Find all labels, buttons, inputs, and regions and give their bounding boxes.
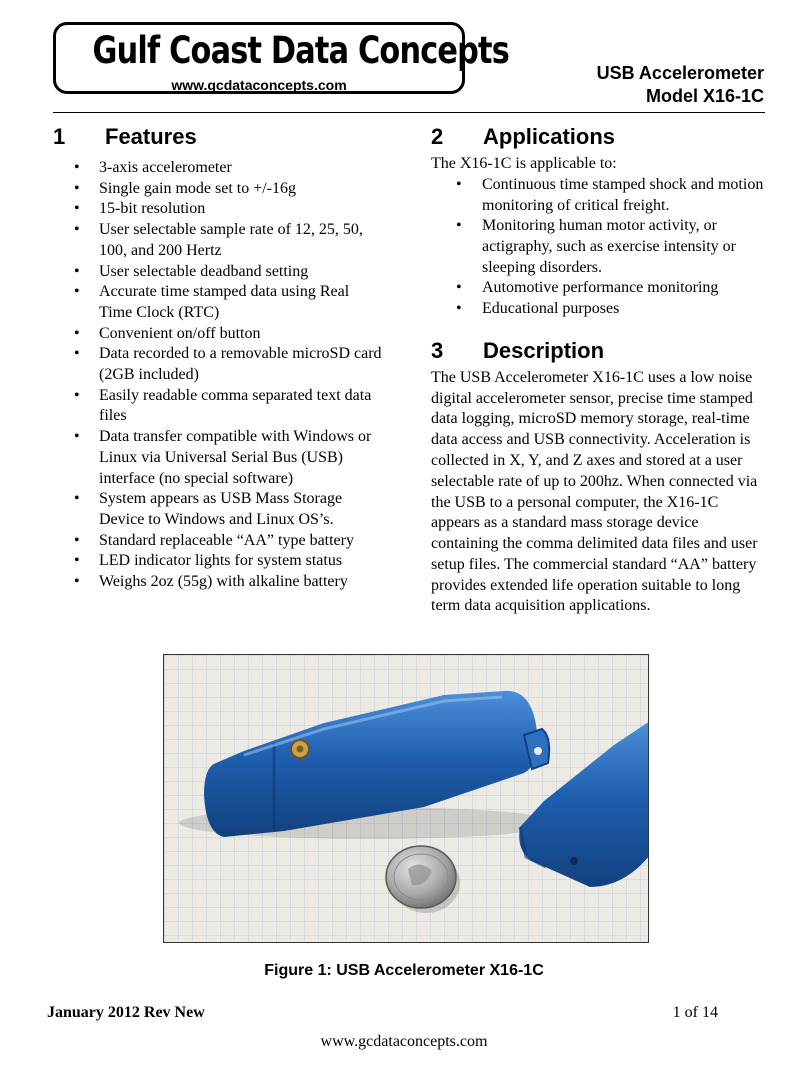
applications-heading [431, 120, 767, 154]
product-photo-illustration [164, 655, 649, 943]
feature-item: • User selectable sample rate of 12, 25, 50, 100, and 200 Hertz [53, 220, 383, 261]
feature-item: • Standard replaceable “AA” type battery [53, 531, 383, 552]
footer-page-number: 1 of 14 [672, 1004, 718, 1021]
description-heading [431, 334, 767, 368]
application-item: • Educational purposes [431, 299, 767, 320]
right-column [431, 120, 767, 617]
application-item: • Monitoring human motor activity, or actigraphy, such as exercise intensity or sleeping disorders. [431, 216, 767, 278]
features-list [53, 158, 383, 593]
product-photo [163, 654, 649, 943]
description-heading-number: 3 [431, 337, 444, 363]
features-heading-title: Features [105, 124, 197, 149]
document-title-line1: USB Accelerometer [596, 63, 764, 83]
feature-item: • Data transfer compatible with Windows or Linux via Universal Serial Bus (USB) interface (no special software) [53, 427, 383, 489]
feature-item: • System appears as USB Mass Storage Device to Windows and Linux OS’s. [53, 489, 383, 530]
power-button-center [297, 746, 304, 753]
applications-heading-number: 2 [431, 124, 444, 149]
document-title-line2: Model X16-1C [645, 86, 764, 106]
feature-item: • 15-bit resolution [53, 199, 383, 220]
feature-item: • Data recorded to a removable microSD card (2GB included) [53, 344, 383, 385]
applications-list [431, 175, 767, 320]
lanyard-hole [534, 747, 542, 755]
figure-caption: Figure 1: USB Accelerometer X16-1C [264, 962, 544, 979]
feature-item: • Accurate time stamped data using Real Time Clock (RTC) [53, 282, 383, 323]
footer-date: January 2012 Rev New [47, 1004, 205, 1021]
document-title [597, 62, 764, 108]
company-logo [53, 22, 509, 94]
description-text: The USB Accelerometer X16-1C uses a low noise digital accelerometer sensor, precise time stamped data logging, microSD memory storage, real-time data access and USB connectivity. Acceleration is collected in X, Y, and Z axes and stored at a user selectable rate of up to 200hz. When connected via the USB to a personal computer, the X16-1C appears as a standard mass storage device containing the comma delimited data files and user setup files. The commercial standard “AA” battery provides extended life operation suitable to long term data acquisition applications. [431, 368, 758, 615]
feature-item: • User selectable deadband setting [53, 262, 383, 283]
feature-item: • LED indicator lights for system status [53, 551, 383, 572]
features-section [53, 120, 383, 593]
footer-url: www.gcdataconcepts.com [320, 1033, 488, 1050]
feature-item: • 3-axis accelerometer [53, 158, 383, 179]
led-icon [570, 857, 578, 865]
applications-intro: The X16-1C is applicable to: [431, 155, 617, 172]
application-item: • Continuous time stamped shock and motion monitoring of critical freight. [431, 175, 767, 216]
feature-item: • Weighs 2oz (55g) with alkaline battery [53, 572, 383, 593]
application-item: • Automotive performance monitoring [431, 278, 767, 299]
feature-item: • Easily readable comma separated text data files [53, 386, 383, 427]
feature-item: • Single gain mode set to +/-16g [53, 179, 383, 200]
feature-item: • Convenient on/off button [53, 324, 383, 345]
features-heading-number: 1 [53, 124, 66, 149]
features-heading [53, 120, 383, 154]
applications-heading-title: Applications [483, 124, 616, 149]
logo-url: www.gcdataconcepts.com [171, 77, 347, 93]
logo-title: Gulf Coast Data Concepts [92, 29, 509, 72]
description-heading-title: Description [483, 337, 605, 363]
header-divider [53, 112, 765, 113]
